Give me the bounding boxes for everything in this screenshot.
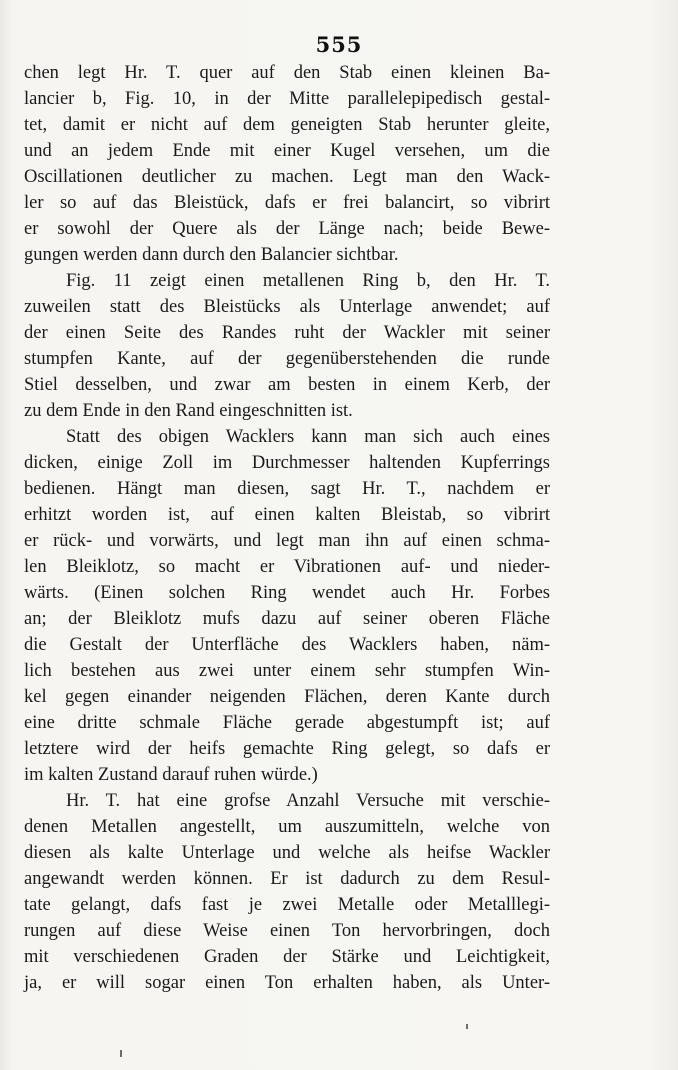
text-line: stumpfen Kante, auf der gegenüberstehenden die runde (24, 349, 550, 369)
text-line: Stiel desselben, und zwar am besten in einem Kerb, der (24, 375, 550, 395)
text-line: wärts. (Einen solchen Ring wendet auch Hr. Forbes (24, 583, 550, 603)
text-line: zu dem Ende in den Rand eingeschnitten ist. (24, 401, 353, 421)
text-line: erhitzt worden ist, auf einen kalten Bleistab, so vibrirt (24, 505, 550, 525)
text-line: Statt des obigen Wacklers kann man sich auch eines (66, 427, 550, 447)
text-line: tet, damit er nicht auf dem geneigten Stab herunter gleite, (24, 115, 550, 135)
text-line: len Bleiklotz, so macht er Vibrationen auf- und nieder- (24, 557, 550, 577)
print-speck (466, 1024, 468, 1029)
text-line: und an jedem Ende mit einer Kugel versehen, um die (24, 141, 550, 161)
text-line: letztere wird der heifs gemachte Ring gelegt, so dafs er (24, 739, 550, 759)
print-speck (120, 1050, 122, 1057)
text-line: Oscillationen deutlicher zu machen. Legt man den Wack- (24, 167, 550, 187)
text-line: gungen werden dann durch den Balancier sichtbar. (24, 245, 399, 265)
text-line: im kalten Zustand darauf ruhen würde.) (24, 765, 318, 785)
text-line: lancier b, Fig. 10, in der Mitte parallelepipedisch gestal- (24, 89, 550, 109)
text-line: Fig. 11 zeigt einen metallenen Ring b, den Hr. T. (66, 271, 550, 291)
text-line: der einen Seite des Randes ruht der Wackler mit seiner (24, 323, 550, 343)
text-line: rungen auf diese Weise einen Ton hervorbringen, doch (24, 921, 550, 941)
text-line: denen Metallen angestellt, um auszumitteln, welche von (24, 817, 550, 837)
text-line: angewandt werden können. Er ist dadurch zu dem Resul- (24, 869, 550, 889)
text-line: kel gegen einander neigenden Flächen, deren Kante durch (24, 687, 550, 707)
text-line: zuweilen statt des Bleistücks als Unterlage anwendet; auf (24, 297, 550, 317)
text-line: ler so auf das Bleistück, dafs er frei balancirt, so vibrirt (24, 193, 550, 213)
text-line: eine dritte schmale Fläche gerade abgestumpft ist; auf (24, 713, 550, 733)
text-line: Hr. T. hat eine grofse Anzahl Versuche mit verschie- (66, 791, 550, 811)
page-number: 555 (315, 32, 363, 57)
text-line: tate gelangt, dafs fast je zwei Metalle oder Metalllegi- (24, 895, 550, 915)
text-line: diesen als kalte Unterlage und welche als heifse Wackler (24, 843, 550, 863)
text-line: er sowohl der Quere als der Länge nach; beide Bewe- (24, 219, 550, 239)
text-line: an; der Bleiklotz mufs dazu auf seiner oberen Fläche (24, 609, 550, 629)
text-line: die Gestalt der Unterfläche des Wacklers haben, näm- (24, 635, 550, 655)
text-line: mit verschiedenen Graden der Stärke und Leichtigkeit, (24, 947, 550, 967)
text-line: er rück- und vorwärts, und legt man ihn auf einen schma- (24, 531, 550, 551)
text-line: bedienen. Hängt man diesen, sagt Hr. T., nachdem er (24, 479, 550, 499)
text-line: chen legt Hr. T. quer auf den Stab einen kleinen Ba- (24, 63, 550, 83)
text-line: ja, er will sogar einen Ton erhalten haben, als Unter- (24, 973, 550, 993)
text-line: lich bestehen aus zwei unter einem sehr stumpfen Win- (24, 661, 550, 681)
text-line: dicken, einige Zoll im Durchmesser haltenden Kupferrings (24, 453, 550, 473)
